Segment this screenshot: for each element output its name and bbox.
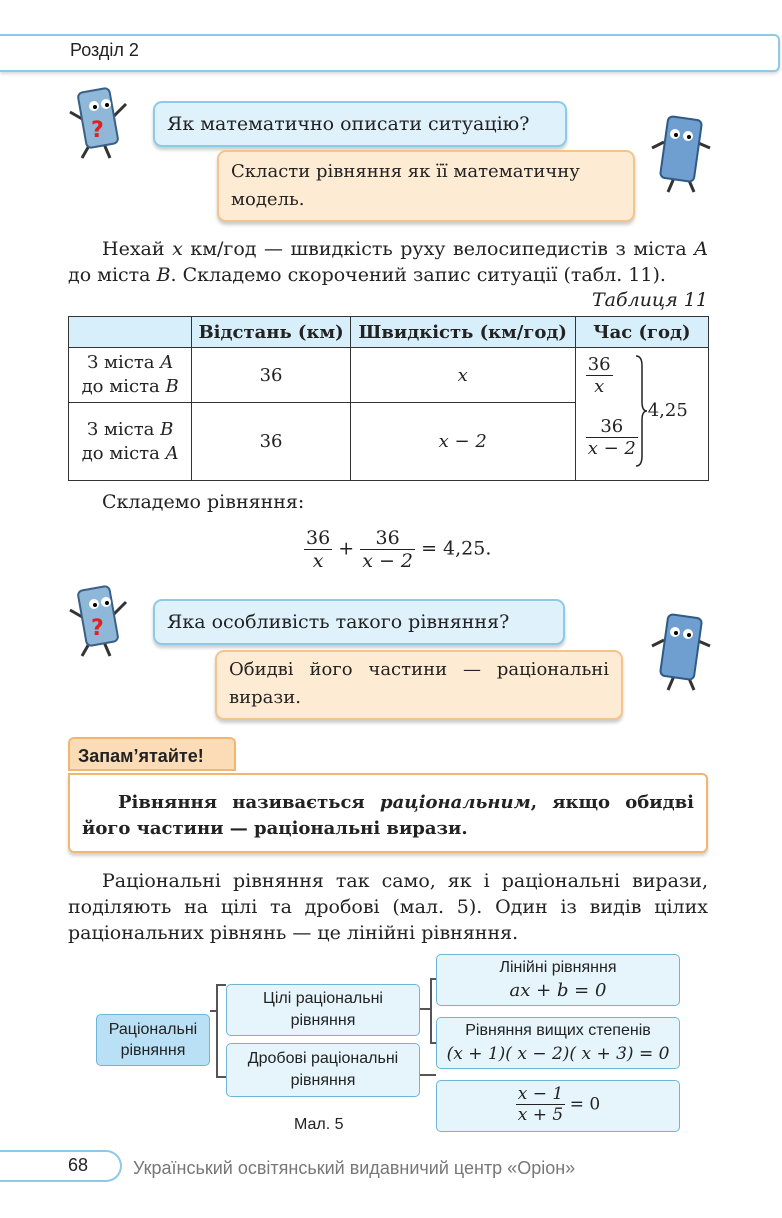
remember-title: Запам’ятайте! — [68, 737, 236, 771]
equation: $\frac{36}{x}$ + $\frac{36}{x - 2}$ = 4,25. — [306, 527, 492, 572]
table-header-speed: Швидкість (км/год) — [350, 317, 575, 348]
answer-bubble: Обидві його частини — раціональні вирази. — [215, 650, 623, 720]
intro-paragraph: Нехай x км/год — швидкість руху велосипедистів з міста A до міста B. Складемо скорочений запис ситуації (табл. 11). — [68, 238, 708, 286]
speed-cell: x − 2 — [350, 403, 575, 481]
body-paragraph: Раціональні рівняння так само, як і раціональні вирази, поділяють на цілі та дробові (мал. 5). Один із видів цілих раціональних рівнянь — це лінійні рівняння. — [68, 870, 708, 944]
time-total: 4,25 — [647, 400, 688, 421]
svg-text:?: ? — [91, 616, 104, 641]
answer-mascot-icon — [650, 610, 716, 694]
whole-equations-node: Цілі раціональні рівняння — [226, 984, 420, 1036]
table-caption: Таблиця 11 — [592, 289, 708, 311]
speed-cell: x — [350, 348, 575, 403]
table-header-time: Час (год) — [575, 317, 708, 348]
table-header-empty — [69, 317, 192, 348]
brace-icon — [634, 354, 648, 468]
classification-diagram — [0, 950, 782, 1140]
equation-intro: Складемо рівняння: — [102, 491, 305, 513]
question-bubble: Як математично описати ситуацію? — [153, 101, 567, 147]
distance-cell: 36 — [192, 403, 350, 481]
root-node: Раціональні рівняння — [96, 1014, 210, 1066]
remember-definition: Рівняння називається раціональним, якщо обидві його частини — раціональні вирази. — [82, 792, 694, 839]
fractional-equations-node: Дробові раціональні рівняння — [226, 1043, 420, 1097]
question-bubble: Яка особливість такого рівняння? — [153, 599, 565, 645]
table-11 — [68, 316, 709, 481]
row-label: З міста B до міста A — [69, 403, 192, 481]
page-number-tab — [0, 1150, 122, 1182]
row-label: З міста A до міста B — [69, 348, 192, 403]
time-cell: $\frac{36}{x}$ $\frac{36}{x - 2}$ 4,25 — [575, 348, 708, 481]
table-header-distance: Відстань (км) — [192, 317, 350, 348]
linear-node: Лінійні рівняння ax + b = 0 — [436, 954, 680, 1006]
higher-degree-node: Рівняння вищих степенів (x + 1)( x − 2)( x + 3) = 0 — [436, 1017, 680, 1069]
answer-mascot-icon — [650, 112, 716, 196]
answer-bubble: Скласти рівняння як її математичну модель. — [217, 150, 635, 222]
distance-cell: 36 — [192, 348, 350, 403]
fractional-example-node: $\frac{x - 1}{x + 5}$ = 0 — [436, 1080, 680, 1132]
publisher: Український освітянський видавничий центр «Оріон» — [133, 1158, 576, 1178]
question-mascot-icon — [64, 82, 134, 162]
page-number: 68 — [68, 1155, 89, 1175]
svg-text:?: ? — [91, 118, 104, 143]
diagram-caption: Мал. 5 — [294, 1116, 344, 1133]
section-title: Розділ 2 — [70, 40, 139, 60]
question-mascot-icon — [64, 580, 134, 660]
